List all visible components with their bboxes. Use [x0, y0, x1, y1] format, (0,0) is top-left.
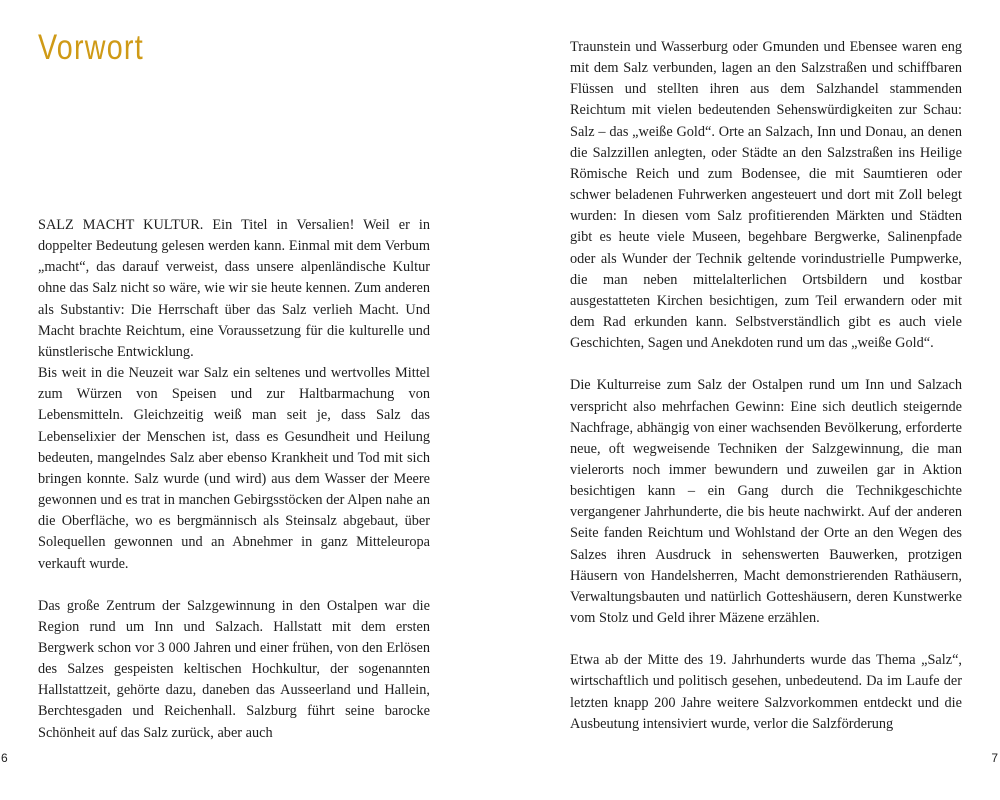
paragraph: Traunstein und Wasserburg oder Gmunden und Ebensee waren eng mit dem Salz verbunden, lagen an den Salzstraßen und schiffbaren Flüssen und stellten ihren aus dem Salzhandel stammenden Reichtum mit vielen bedeutenden Sehenswürdigkeiten zur Schau: Salz – das „weiße Gold“. Orte an Salzach, Inn und Donau, an denen die Salzzillen anlegten, oder Städte an den Salzstraßen ins Heilige Römische Reich und zum Bodensee, die mit Saumtieren oder schwer beladenen Fuhrwerken angesteuert und dort mit Zoll belegt wurden: In diesen vom Salz profitierenden Märkten und Städten gibt es heute viele Museen, begehbare Bergwerke, Salinenpfade oder als Wunder der Technik geltende vorindustrielle Pumpwerke, die man neben mittelalterlichen Ortsbildern und kostbar ausgestatteten Kirchen besichtigen, zum Teil erwandern oder mit dem Rad erkunden kann. Selbstverständlich gibt es auch viele Geschichten, Sagen und Anekdoten rund um das „weiße Gold“.: [570, 39, 962, 352]
paragraph: SALZ MACHT KULTUR. Ein Titel in Versalien! Weil er in doppelter Bedeutung gelesen werden kann. Einmal mit dem Verbum „macht“, das darauf verweist, dass unsere alpenländische Kultur ohne das Salz nicht so wäre, wie wir sie heute kennen. Zum anderen als Substantiv: Die Herrschaft über das Salz verlieh Macht. Und Macht brachte Reichtum, eine Voraussetzung für die kulturelle und künstlerische Entwicklung.: [38, 217, 430, 360]
paragraph: Bis weit in die Neuzeit war Salz ein seltenes und wertvolles Mittel zum Würzen von Speisen und zur Haltbarmachung von Lebensmitteln. Gleichzeitig weiß man seit je, dass Salz das Lebenselixier der Menschen ist, dass es Gesundheit und Heilung bedeuten, mangelndes Salz aber ebenso Krankheit und Tod mit sich bringen konnte. Salz wurde (und wird) aus dem Wasser der Meere gewonnen und es trat in manchen Gebirgsstöcken der Alpen nahe an die Oberfläche, wo es bergmännisch als Steinsalz abgebaut, über Solequellen gewonnen und an Abnehmer in ganz Mitteleuropa verkauft wurde.: [38, 365, 430, 572]
right-page-text-column: [570, 37, 962, 735]
page-number-right: 7: [991, 751, 998, 765]
left-page-text-column: [38, 215, 430, 744]
paragraph: Etwa ab der Mitte des 19. Jahrhunderts wurde das Thema „Salz“, wirtschaftlich und politisch gesehen, unbedeutend. Da im Laufe der letzten knapp 200 Jahre weitere Salzvorkommen entdeckt und die Ausbeutung intensiviert wurde, verlor die Salzförderung: [570, 652, 962, 732]
paragraph: Das große Zentrum der Salzgewinnung in den Ostalpen war die Region rund um Inn und Salzach. Hallstatt mit dem ersten Bergwerk schon vor 3 000 Jahren und einer frühen, von den Erlösen des Salzes gespeisten keltischen Hochkultur, der sogenannten Hallstattzeit, gehörte dazu, daneben das Ausseerland und Hallein, Berchtesgaden und Reichenhall. Salzburg führt seine barocke Schönheit auf das Salz zurück, aber auch: [38, 597, 430, 741]
paragraph: Die Kulturreise zum Salz der Ostalpen rund um Inn und Salzach verspricht also mehrfachen Gewinn: Eine sich deutlich steigernde Nachfrage, abhängig von einer wachsenden Bevölkerung, erforderte neue, oft wegweisende Techniken der Salzgewinnung, die man vielerorts noch immer bewundern und zuweilen gar in Aktion besichtigen kann – ein Gang durch die Technikgeschichte vergangener Jahrhunderte, die bis heute nachwirkt. Auf der anderen Seite fanden Reichtum und Wohlstand der Orte an den Wegen des Salzes ihren Ausdruck in sehenswerten Bauwerken, protzigen Häusern von Handelsherren, Macht demonstrierenden Rathäusern, Verwaltungsbauten und natürlich Gotteshäusern, deren Kunstwerke vom Stolz und Geld ihrer Mäzene erzählen.: [570, 377, 962, 627]
chapter-title: Vorwort: [38, 28, 144, 67]
page-number-left: 6: [1, 751, 8, 765]
